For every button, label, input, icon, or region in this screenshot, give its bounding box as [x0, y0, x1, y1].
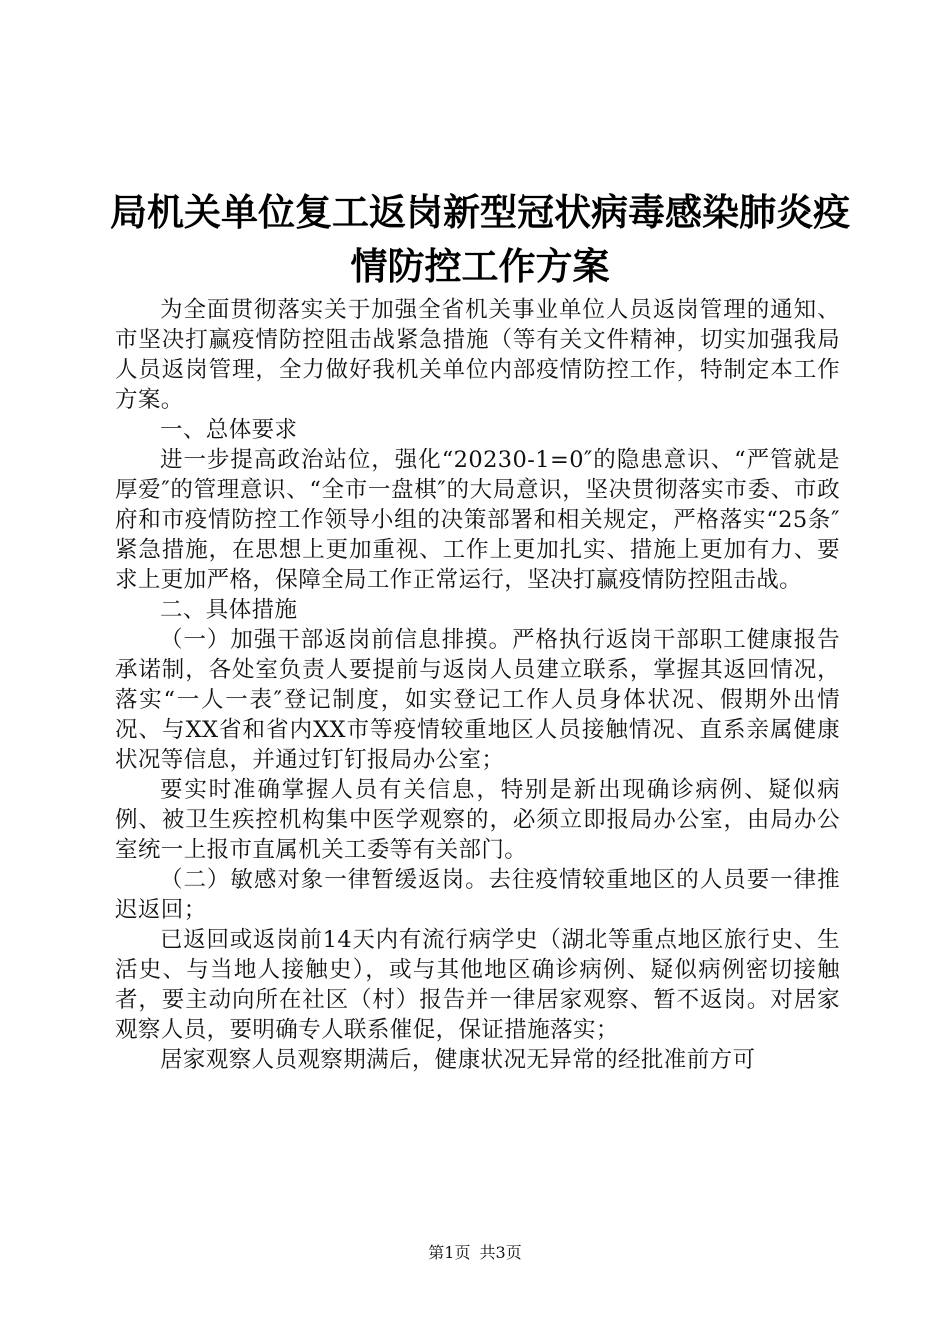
section-heading-measures: 二、具体措施 [160, 597, 298, 623]
paragraph-measure-2: （二）敏感对象一律暂缓返岗。去往疫情较重地区的人员要一律推迟返回； [115, 867, 840, 923]
paragraph-measure-2-isolation: 已返回或返岗前14天内有流行病学史（湖北等重点地区旅行史、生活史、与当地人接触史），或与其他地区确诊病例、疑似病例密切接触者，要主动向所在社区（村）报告并一律居家观察、暂不返岗。对居家观察人员，要明确专人联系催促，保证措施落实； [115, 927, 840, 1043]
paragraph-intro: 为全面贯彻落实关于加强全省机关事业单位人员返岗管理的通知、市坚决打赢疫情防控阻击战紧急措施（等有关文件精神，切实加强我局人员返岗管理，全力做好我机关单位内部疫情防控工作，特制定本工作方案。 [115, 297, 840, 413]
document-body [115, 295, 840, 1075]
page-number: 第1页 [428, 1243, 471, 1262]
paragraph-measure-1-report: 要实时准确掌握人员有关信息，特别是新出现确诊病例、疑似病例、被卫生疾控机构集中医学观察的，必须立即报局办公室，由局办公室统一上报市直属机关工委等有关部门。 [115, 777, 840, 863]
paragraph-measure-2-return: 居家观察人员观察期满后，健康状况无异常的经批准前方可 [160, 1047, 756, 1073]
page-total: 共3页 [479, 1243, 522, 1262]
paragraph-general-requirements: 进一步提高政治站位，强化“20230-1=0″的隐患意识、“严管就是厚爱″的管理意识、“全市一盘棋″的大局意识，坚决贯彻落实市委、市政府和市疫情防控工作领导小组的决策部署和相关规定，严格落实“25条″紧急措施，在思想上更加重视、工作上更加扎实、措施上更加有力、要求上更加严格，保障全局工作正常运行，坚决打赢疫情防控阻击战。 [115, 447, 840, 593]
section-heading-general: 一、总体要求 [160, 417, 298, 443]
document-title-line-1: 局机关单位复工返岗新型冠状病毒感染肺炎疫 [110, 190, 850, 234]
document-title-line-2: 情防控工作方案 [350, 244, 610, 288]
paragraph-measure-1: （一）加强干部返岗前信息排摸。严格执行返岗干部职工健康报告承诺制，各处室负责人要提前与返岗人员建立联系，掌握其返回情况，落实“一人一表″登记制度，如实登记工作人员身体状况、假期外出情况、与XX省和省内XX市等疫情较重地区人员接触情况、直系亲属健康状况等信息，并通过钉钉报局办公室； [115, 627, 840, 773]
page-footer [0, 1240, 950, 1263]
